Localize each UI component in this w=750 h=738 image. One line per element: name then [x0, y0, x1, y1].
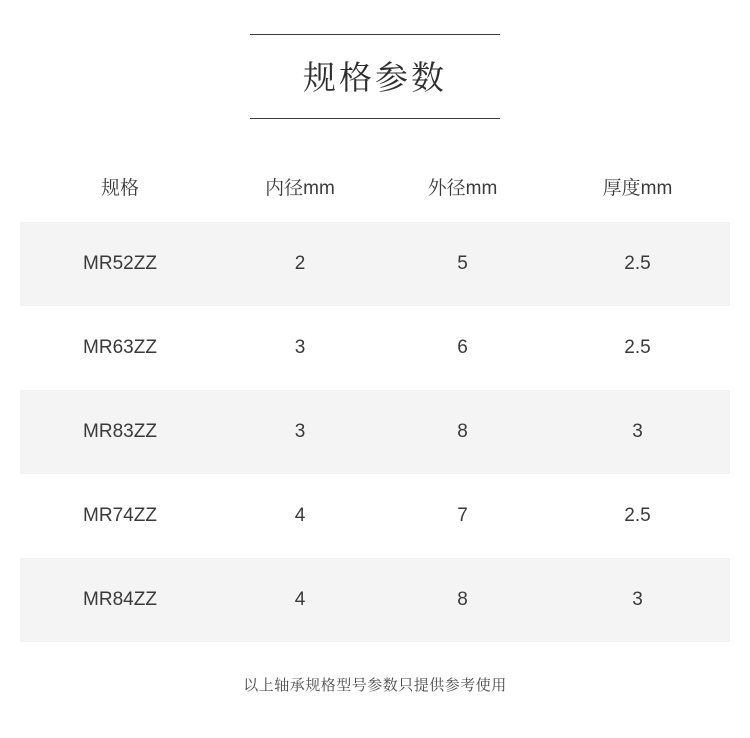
cell-outer-diameter: 8 — [380, 558, 545, 642]
table-header-row — [20, 159, 730, 222]
cell-thickness: 2.5 — [545, 306, 730, 390]
column-header-model: 规格 — [20, 159, 220, 222]
cell-model: MR52ZZ — [20, 222, 220, 306]
title-rule-bottom — [250, 118, 500, 119]
specifications-table — [20, 159, 730, 642]
cell-outer-diameter: 8 — [380, 390, 545, 474]
table-row — [20, 390, 730, 474]
page-title: 规格参数 — [303, 59, 447, 96]
cell-inner-diameter: 2 — [220, 222, 380, 306]
cell-model: MR63ZZ — [20, 306, 220, 390]
column-header-thickness: 厚度mm — [545, 159, 730, 222]
cell-thickness: 2.5 — [545, 222, 730, 306]
cell-inner-diameter: 3 — [220, 390, 380, 474]
table-row — [20, 474, 730, 558]
cell-outer-diameter: 6 — [380, 306, 545, 390]
table-row — [20, 558, 730, 642]
table-row — [20, 222, 730, 306]
cell-model: MR84ZZ — [20, 558, 220, 642]
column-header-outer-diameter: 外径mm — [380, 159, 545, 222]
cell-model: MR74ZZ — [20, 474, 220, 558]
table-row — [20, 306, 730, 390]
cell-inner-diameter: 3 — [220, 306, 380, 390]
table-body — [20, 222, 730, 642]
cell-model: MR83ZZ — [20, 390, 220, 474]
cell-thickness: 3 — [545, 390, 730, 474]
cell-inner-diameter: 4 — [220, 558, 380, 642]
table-header — [20, 159, 730, 222]
cell-thickness: 2.5 — [545, 474, 730, 558]
cell-thickness: 3 — [545, 558, 730, 642]
cell-inner-diameter: 4 — [220, 474, 380, 558]
cell-outer-diameter: 7 — [380, 474, 545, 558]
title-block — [0, 0, 750, 119]
cell-outer-diameter: 5 — [380, 222, 545, 306]
column-header-inner-diameter: 内径mm — [220, 159, 380, 222]
table-footnote: 以上轴承规格型号参数只提供参考使用 — [243, 677, 507, 694]
